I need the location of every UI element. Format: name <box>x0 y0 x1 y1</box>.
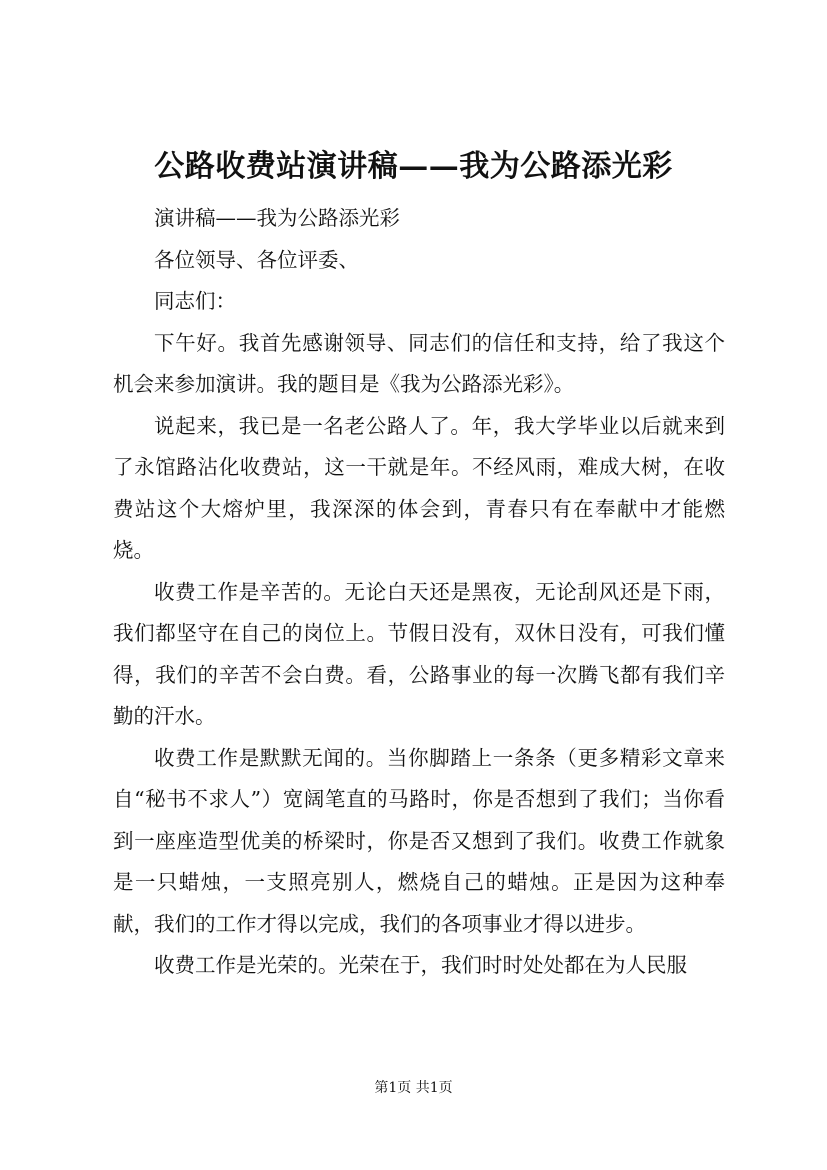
body-paragraph: 收费工作是辛苦的。无论白天还是黑夜，无论刮风还是下雨，我们都坚守在自己的岗位上。节假日没有，双休日没有，可我们懂得，我们的辛苦不会白费。看，公路事业的每一次腾飞都有我们辛勤的汗水。 <box>113 579 725 728</box>
body-paragraph: 下午好。我首先感谢领导、同志们的信任和支持，给了我这个机会来参加演讲。我的题目是《我为公路添光彩》。 <box>113 330 725 396</box>
salutation-paragraph: 各位领导、各位评委、 <box>154 247 359 272</box>
document-body <box>113 198 725 987</box>
page-footer: 第1页 共1页 <box>374 1080 453 1096</box>
body-paragraph: 收费工作是光荣的。光荣在于，我们时时处处都在为人民服 <box>154 953 687 977</box>
body-paragraph: 说起来，我已是一名老公路人了。年，我大学毕业以后就来到了永馆路沾化收费站，这一干就是年。不经风雨，难成大树，在收费站这个大熔炉里，我深深的体会到，青春只有在奉献中才能燃烧。 <box>113 413 725 562</box>
subtitle-paragraph: 演讲稿——我为公路添光彩 <box>154 206 400 230</box>
document-title: 公路收费站演讲稿——我为公路添光彩 <box>154 149 673 184</box>
body-paragraph: 收费工作是默默无闻的。当你脚踏上一条条（更多精彩文章来自“秘书不求人”）宽阔笔直的马路时，你是否想到了我们；当你看到一座座造型优美的桥梁时，你是否又想到了我们。收费工作就象是一只蜡烛，一支照亮别人，燃烧自己的蜡烛。正是因为这种奉献，我们的工作才得以完成，我们的各项事业才得以进步。 <box>113 745 725 936</box>
salutation-paragraph: 同志们： <box>154 289 236 313</box>
